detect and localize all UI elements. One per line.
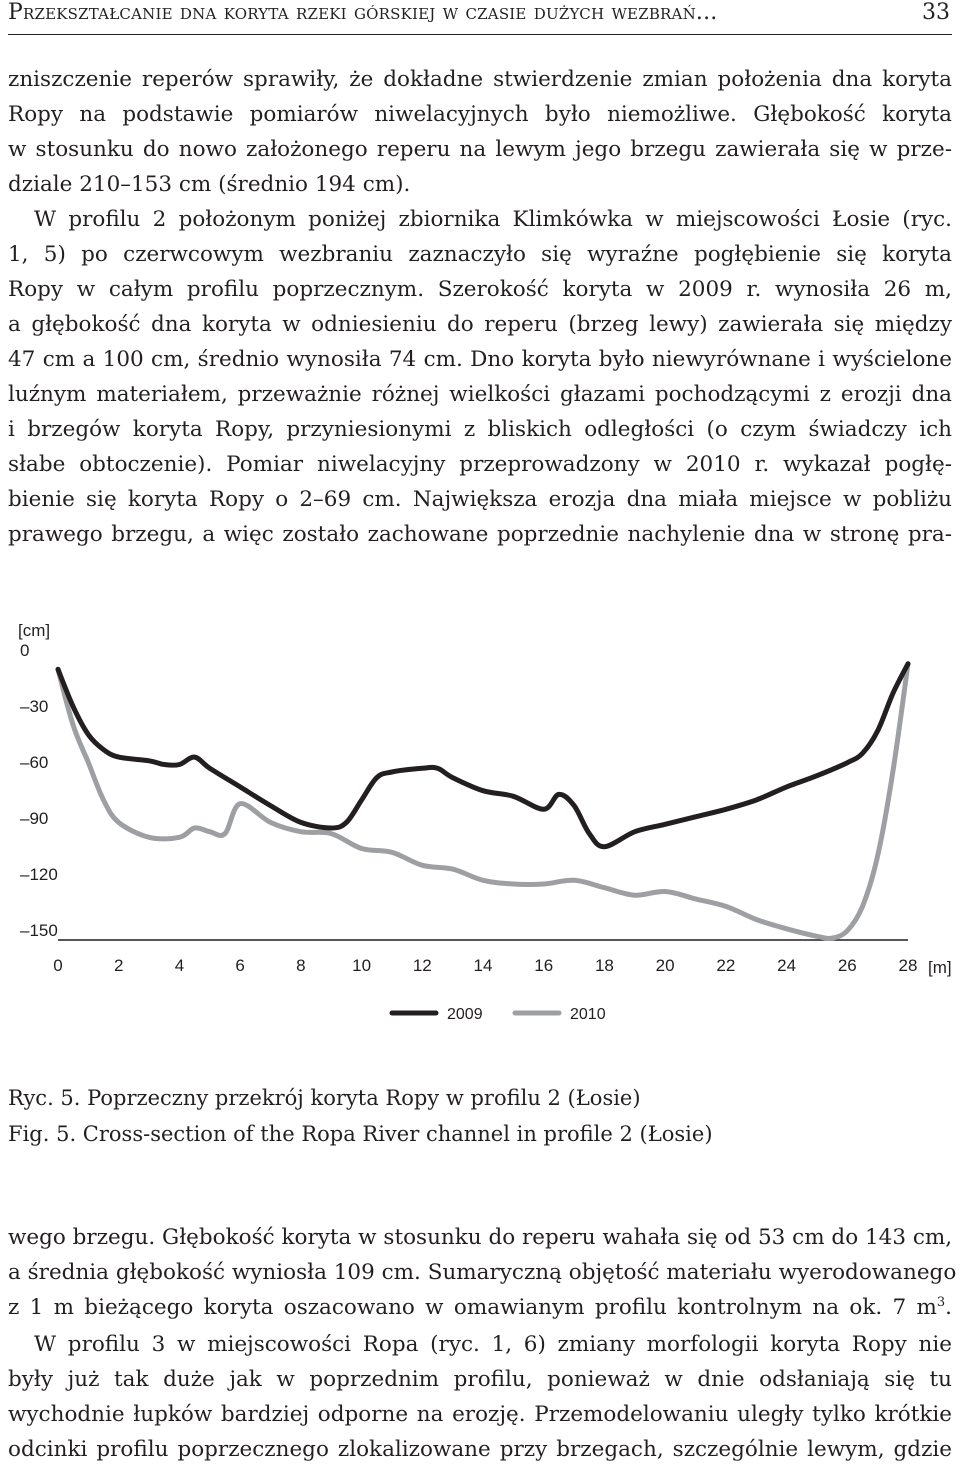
text-line: W profilu 2 położonym poniżej zbiornika Klimkówka w miejscowości Łosie (ryc.: [34, 207, 952, 232]
text-line: a średnia głębokość wyniosła 109 cm. Sumaryczną objętość materiału wyerodowanego: [8, 1260, 957, 1285]
text-line-with-superscript: [8, 1290, 952, 1325]
figure-cross-section: [0, 600, 960, 1040]
text-line: 1, 5) po czerwcowym wezbraniu zaznaczyło się wyraźne pogłębienie się koryta: [8, 242, 952, 267]
text-line: i brzegów koryta Ropy, przyniesionymi z bliskich odległości (o czym świadczy ich: [8, 417, 952, 442]
text-line: 47 cm a 100 cm, średnio wynosiła 74 cm. Dno koryta było niewyrównane i wyścielone: [8, 347, 952, 372]
text-line: wego brzegu. Głębokość koryta w stosunku do reperu wahała się od 53 cm do 143 cm,: [8, 1225, 953, 1250]
x-tick-label: 2: [113, 956, 124, 975]
cross-section-chart: [0, 600, 960, 1040]
paragraph-4: [8, 1327, 952, 1467]
text-line: Ropy w całym profilu poprzecznym. Szerokość koryta w 2009 r. wynosiła 26 m,: [8, 277, 952, 302]
text-line: słabe obtoczenie). Pomiar niwelacyjny przeprowadzony w 2010 r. wykazał pogłę-: [8, 452, 952, 477]
x-tick-label: 6: [235, 956, 245, 975]
text-fragment: .: [945, 1295, 952, 1320]
series-line-2010: [58, 664, 908, 939]
x-tick-label: 0: [53, 956, 63, 975]
y-tick-label: –30: [20, 697, 49, 716]
paragraph-1: [8, 62, 952, 202]
legend-label-2010: 2010: [570, 1006, 606, 1023]
figure-caption-pl: Ryc. 5. Poprzeczny przekrój koryta Ropy w profilu 2 (Łosie): [8, 1086, 641, 1110]
text-line: prawego brzegu, a więc zostało zachowane poprzednie nachylenie dna w stronę pra-: [8, 522, 952, 547]
text-line: Ropy na podstawie pomiarów niwelacyjnych było niemożliwe. Głębokość koryta: [8, 102, 952, 127]
x-tick-label: 4: [174, 956, 185, 975]
superscript: 3: [936, 1294, 946, 1310]
x-tick-label: 14: [473, 956, 493, 975]
legend-label-2009: 2009: [447, 1006, 483, 1023]
text-fragment: z 1 m bieżącego koryta oszacowano w omawianym profilu kontrolnym na ok. 7 m: [8, 1295, 937, 1320]
series-line-2009: [58, 664, 908, 847]
running-header: [8, 0, 952, 35]
x-tick-label: 16: [534, 956, 554, 975]
text-line: dziale 210–153 cm (średnio 194 cm).: [8, 172, 411, 197]
text-line: W profilu 3 w miejscowości Ropa (ryc. 1, 6) zmiany morfologii koryta Ropy nie: [34, 1332, 952, 1357]
text-line: a głębokość dna koryta w odniesieniu do reperu (brzeg lewy) zawierała się między: [8, 312, 952, 337]
text-line: bienie się koryta Ropy o 2–69 cm. Największa erozja dna miała miejsce w pobliżu: [8, 487, 952, 512]
text-line: luźnym materiałem, przeważnie różnej wielkości głazami pochodzącymi z erozji dna: [8, 382, 952, 407]
x-tick-label: 18: [594, 956, 614, 975]
y-tick-label: –60: [20, 753, 49, 772]
x-tick-label: 20: [655, 956, 675, 975]
paragraph-2: [8, 202, 952, 552]
text-line: w stosunku do nowo założonego reperu na lewym jego brzegu zawierała się w prze-: [8, 137, 952, 162]
figure-caption-en: Fig. 5. Cross-section of the Ropa River channel in profile 2 (Łosie): [8, 1122, 713, 1146]
y-tick-label: –90: [20, 809, 49, 828]
y-tick-label: –150: [20, 921, 58, 940]
text-line: odcinki profilu poprzecznego zlokalizowane przy brzegach, szczególnie lewym, gdzie: [8, 1437, 952, 1462]
x-axis-label: [m]: [928, 958, 952, 977]
x-tick-label: 22: [716, 956, 736, 975]
text-line: były już tak duże jak w poprzednim profilu, ponieważ w dnie odsłaniają się tu: [8, 1367, 952, 1392]
x-tick-label: 12: [412, 956, 432, 975]
x-tick-label: 28: [898, 956, 918, 975]
running-header-title: Przekształcanie dna koryta rzeki górskiej w czasie dużych wezbrań...: [8, 0, 718, 25]
text-line: zniszczenie reperów sprawiły, że dokładne stwierdzenie zmian położenia dna koryta: [8, 67, 952, 92]
x-tick-label: 24: [777, 956, 797, 975]
paragraph-3: [8, 1220, 957, 1325]
y-tick-label: –120: [20, 865, 58, 884]
y-tick-label: 0: [20, 641, 30, 660]
text-line: wychodnie łupków bardziej odporne na erozję. Przemodelowaniu uległy tylko krótkie: [8, 1402, 952, 1427]
x-tick-label: 8: [296, 956, 306, 975]
y-axis-label: [cm]: [18, 621, 51, 640]
page-number: 33: [922, 0, 950, 25]
x-tick-label: 26: [837, 956, 857, 975]
x-tick-label: 10: [352, 956, 372, 975]
